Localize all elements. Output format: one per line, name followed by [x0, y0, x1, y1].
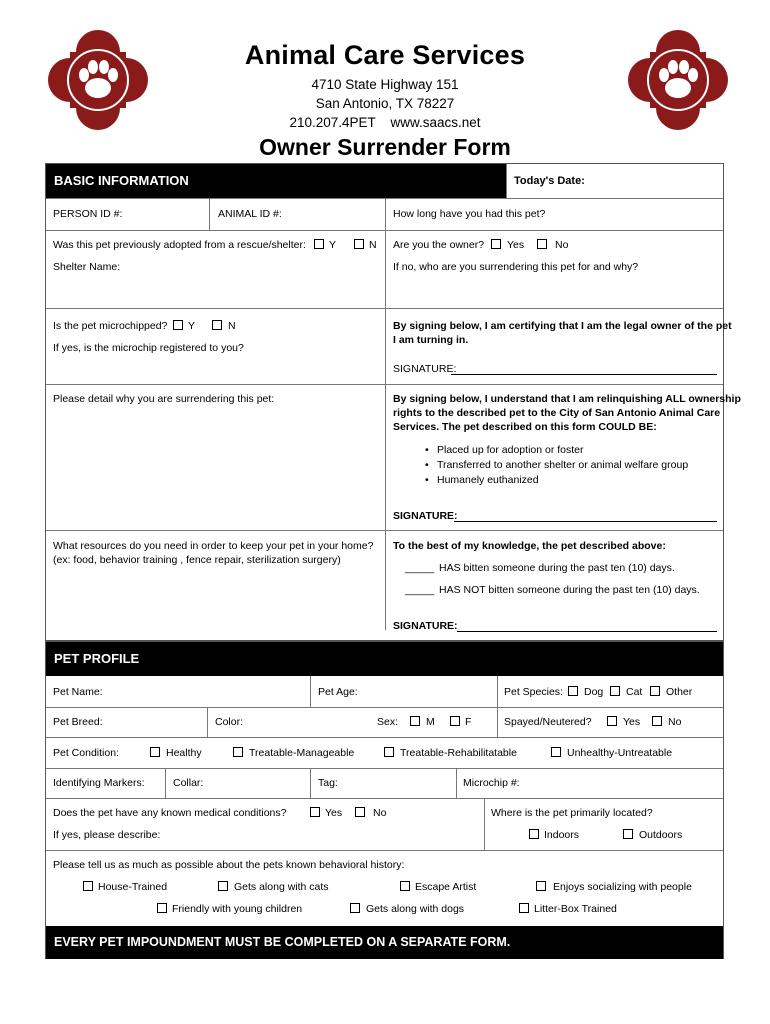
- condition-healthy-label: Healthy: [166, 747, 202, 759]
- resources-line-2: (ex: food, behavior training , fence repair, sterilization surgery): [53, 554, 341, 566]
- litter-box-checkbox[interactable]: [519, 903, 529, 913]
- relinquish-line-3: Services. The pet described on this form COULD BE:: [393, 421, 657, 433]
- certify-line-2: I am turning in.: [393, 334, 469, 346]
- address-line-1: 4710 State Highway 151: [311, 77, 459, 92]
- located-label: Where is the pet primarily located?: [491, 807, 653, 819]
- medical-label: Does the pet have any known medical conditions?: [53, 807, 287, 819]
- pet-profile-table: [45, 641, 724, 959]
- condition-treatable-rehab-label: Treatable-Rehabilitatable: [400, 747, 517, 759]
- person-id-label: PERSON ID #:: [53, 208, 123, 220]
- litter-box-label: Litter-Box Trained: [534, 903, 617, 915]
- gets-along-dogs-checkbox[interactable]: [350, 903, 360, 913]
- microchip-number-label: Microchip #:: [463, 777, 520, 789]
- located-outdoors-checkbox[interactable]: [623, 829, 633, 839]
- owner-yes-checkbox[interactable]: [491, 239, 501, 249]
- signature-2-line[interactable]: [454, 521, 717, 522]
- gets-along-cats-checkbox[interactable]: [218, 881, 228, 891]
- microchip-registered-label: If yes, is the microchip registered to you?: [53, 342, 244, 354]
- tag-label: Tag:: [318, 777, 338, 789]
- condition-healthy-checkbox[interactable]: [150, 747, 160, 757]
- spayed-yes-label: Yes: [623, 716, 641, 728]
- signature-1-label: SIGNATURE:: [393, 363, 457, 375]
- shelter-name-label: Shelter Name:: [53, 261, 121, 273]
- has-bitten-label: HAS bitten someone during the past ten (10) days.: [439, 562, 675, 574]
- how-long-label: How long have you had this pet?: [393, 208, 546, 220]
- gets-along-cats-label: Gets along with cats: [234, 881, 329, 893]
- form-title: Owner Surrender Form: [259, 134, 511, 160]
- signature-3-label: SIGNATURE:: [393, 620, 458, 632]
- spayed-yes-checkbox[interactable]: [607, 716, 617, 726]
- gets-along-dogs-label: Gets along with dogs: [366, 903, 465, 915]
- pet-breed-label: Pet Breed:: [53, 716, 103, 728]
- adopted-no-label: N: [369, 239, 377, 251]
- todays-date-label: Today's Date:: [514, 175, 585, 187]
- pet-name-label: Pet Name:: [53, 686, 103, 698]
- adopted-yes-label: Y: [329, 239, 337, 251]
- enjoys-people-label: Enjoys socializing with people: [553, 881, 692, 893]
- condition-treatable-manageable-checkbox[interactable]: [233, 747, 243, 757]
- prev-adopted-label: Was this pet previously adopted from a rescue/shelter:: [53, 239, 306, 251]
- friendly-children-label: Friendly with young children: [172, 903, 303, 915]
- species-cat-label: Cat: [626, 686, 643, 698]
- sex-m-checkbox[interactable]: [410, 716, 420, 726]
- footer-notice: EVERY PET IMPOUNDMENT MUST BE COMPLETED ON A SEPARATE FORM.: [46, 926, 723, 959]
- condition-unhealthy-checkbox[interactable]: [551, 747, 561, 757]
- microchipped-label: Is the pet microchipped?: [53, 320, 168, 332]
- relinquish-line-1: By signing below, I understand that I am relinquishing ALL ownership: [393, 393, 741, 405]
- species-cat-checkbox[interactable]: [610, 686, 620, 696]
- spayed-no-checkbox[interactable]: [652, 716, 662, 726]
- knowledge-label: To the best of my knowledge, the pet described above:: [393, 540, 666, 552]
- owner-no-checkbox[interactable]: [537, 239, 547, 249]
- located-indoors-label: Indoors: [544, 829, 580, 841]
- medical-no-label: No: [373, 807, 387, 819]
- located-indoors-checkbox[interactable]: [529, 829, 539, 839]
- collar-label: Collar:: [173, 777, 204, 789]
- pet-species-label: Pet Species:: [504, 686, 563, 698]
- org-title: Animal Care Services: [244, 40, 526, 70]
- microchip-yes-label: Y: [188, 320, 196, 332]
- if-no-who-label: If no, who are you surrendering this pet for and why?: [393, 261, 639, 273]
- animal-id-label: ANIMAL ID #:: [218, 208, 282, 220]
- species-other-checkbox[interactable]: [650, 686, 660, 696]
- condition-unhealthy-label: Unhealthy-Untreatable: [567, 747, 673, 759]
- escape-artist-label: Escape Artist: [415, 881, 477, 893]
- bullet-transfer: • Transferred to another shelter or animal welfare group: [437, 458, 688, 472]
- condition-treatable-rehab-checkbox[interactable]: [384, 747, 394, 757]
- if-yes-describe-label: If yes, please describe:: [53, 829, 161, 841]
- markers-label: Identifying Markers:: [53, 777, 145, 789]
- species-other-label: Other: [666, 686, 693, 698]
- enjoys-people-checkbox[interactable]: [536, 881, 546, 891]
- signature-3-line[interactable]: [457, 631, 717, 632]
- sex-label: Sex:: [377, 716, 399, 728]
- pet-age-label: Pet Age:: [318, 686, 358, 698]
- microchip-no-label: N: [228, 320, 236, 332]
- sex-f-label: F: [465, 716, 472, 728]
- medical-no-checkbox[interactable]: [355, 807, 365, 817]
- adopted-no-checkbox[interactable]: [354, 239, 364, 249]
- resources-line-1: What resources do you need in order to keep your pet in your home?: [53, 540, 374, 552]
- condition-label: Pet Condition:: [53, 747, 119, 759]
- contact-line: 210.207.4PET www.saacs.net: [289, 115, 481, 130]
- microchip-no-checkbox[interactable]: [212, 320, 222, 330]
- owner-yes-label: Yes: [507, 239, 525, 251]
- escape-artist-checkbox[interactable]: [400, 881, 410, 891]
- sex-f-checkbox[interactable]: [450, 716, 460, 726]
- detail-why-label: Please detail why you are surrendering this pet:: [53, 393, 275, 405]
- pet-profile-header: PET PROFILE: [46, 642, 723, 676]
- friendly-children-checkbox[interactable]: [157, 903, 167, 913]
- basic-info-header: BASIC INFORMATION: [46, 164, 506, 198]
- house-trained-label: House-Trained: [98, 881, 168, 893]
- has-not-bitten-blank[interactable]: _____: [405, 584, 435, 596]
- located-outdoors-label: Outdoors: [639, 829, 683, 841]
- basic-info-table: [45, 163, 741, 641]
- address-line-2: San Antonio, TX 78227: [315, 96, 455, 111]
- relinquish-line-2: rights to the described pet to the City of San Antonio Animal Care: [393, 407, 721, 419]
- signature-1-line[interactable]: [451, 374, 717, 375]
- medical-yes-label: Yes: [325, 807, 343, 819]
- has-bitten-blank[interactable]: _____: [405, 562, 435, 574]
- bullet-adoption: • Placed up for adoption or foster: [437, 443, 584, 457]
- condition-treatable-manageable-label: Treatable-Manageable: [249, 747, 355, 759]
- bullet-euthanized: • Humanely euthanized: [437, 473, 539, 487]
- medical-yes-checkbox[interactable]: [310, 807, 320, 817]
- species-dog-label: Dog: [584, 686, 604, 698]
- house-trained-checkbox[interactable]: [83, 881, 93, 891]
- species-dog-checkbox[interactable]: [568, 686, 578, 696]
- owner-no-label: No: [555, 239, 569, 251]
- adopted-yes-checkbox[interactable]: [314, 239, 324, 249]
- certify-line-1: By signing below, I am certifying that I am the legal owner of the pet: [393, 320, 732, 332]
- signature-2-label: SIGNATURE:: [393, 510, 458, 522]
- behavior-label: Please tell us as much as possible about the pets known behavioral history:: [53, 859, 405, 871]
- spayed-no-label: No: [668, 716, 682, 728]
- microchip-yes-checkbox[interactable]: [173, 320, 183, 330]
- spayed-label: Spayed/Neutered?: [504, 716, 592, 728]
- has-not-bitten-label: HAS NOT bitten someone during the past ten (10) days.: [439, 584, 700, 596]
- sex-m-label: M: [426, 716, 435, 728]
- are-owner-label: Are you the owner?: [393, 239, 485, 251]
- color-label: Color:: [215, 716, 244, 728]
